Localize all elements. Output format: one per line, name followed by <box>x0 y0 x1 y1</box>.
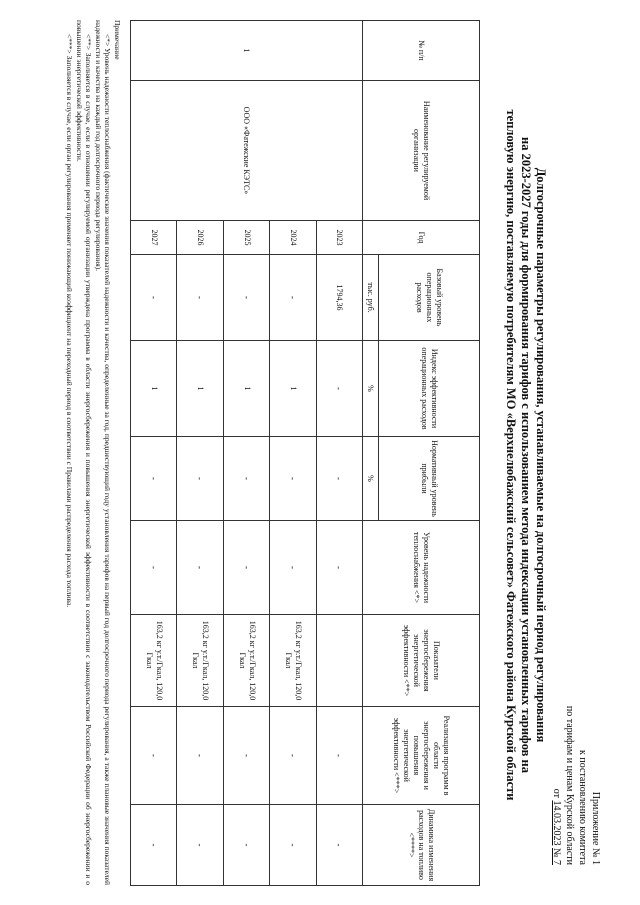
note-item: <***> Заполняется в случае, если орган регулирования применяет понижающий коэффициент на переходный период в соответствии с Правилами распределения расхода топлива. <box>65 34 75 608</box>
cell-fuel-dynamics: - <box>270 805 316 886</box>
cell-base-opex: - <box>177 255 223 341</box>
annex-number: № 7 <box>551 847 562 865</box>
cell-energy-saving: 163,2 кг у.т./Гкал, 120,0 Гкал <box>270 615 316 707</box>
unit-profit-level: % <box>363 437 379 521</box>
header-reliability: Уровень надежности теплоснабжения <*> <box>363 521 480 615</box>
cell-fuel-dynamics: - <box>131 805 177 886</box>
header-energy-saving: Показатели энергосбережения энергетической эффективности <**> <box>363 615 480 707</box>
title-line-1: Долгосрочные параметры регулирования, устанавливаемые на долгосрочный период регулирования <box>534 167 548 743</box>
notes-block <box>65 20 122 885</box>
header-org: Наименование регулируемой организации <box>363 81 480 221</box>
cell-profit-level: - <box>223 437 269 521</box>
header-programs: Реализация программ в области энергосбережения и повышения энергетической эффективности <***> <box>363 707 480 805</box>
cell-efficiency-index: 1 <box>223 341 269 437</box>
cell-profit-level: - <box>270 437 316 521</box>
cell-base-opex: - <box>223 255 269 341</box>
header-num: № п/п <box>363 21 480 81</box>
cell-num: 1 <box>131 21 363 81</box>
unit-base-opex: тыс. руб. <box>363 255 379 341</box>
cell-fuel-dynamics: - <box>223 805 269 886</box>
cell-programs: - <box>316 707 362 805</box>
cell-reliability: - <box>177 521 223 615</box>
cell-year: 2024 <box>270 221 316 255</box>
cell-profit-level: - <box>177 437 223 521</box>
header-year: Год <box>363 221 480 255</box>
cell-programs: - <box>131 707 177 805</box>
unit-efficiency-index: % <box>363 341 379 437</box>
cell-energy-saving: 163,2 кг у.т./Гкал, 120,0 Гкал <box>131 615 177 707</box>
cell-efficiency-index: 1 <box>177 341 223 437</box>
cell-year: 2023 <box>316 221 362 255</box>
annex-date-line <box>550 605 563 865</box>
annex-date: 14.03.2023 <box>551 800 562 846</box>
notes-heading: Примечание <box>113 20 122 60</box>
cell-reliability: - <box>223 521 269 615</box>
cell-reliability: - <box>131 521 177 615</box>
header-profit-level: Нормативный уровень прибыли <box>379 437 480 521</box>
annex-line-1: к постановлению комитета <box>577 750 588 865</box>
cell-programs: - <box>177 707 223 805</box>
cell-efficiency-index: 1 <box>131 341 177 437</box>
cell-energy-saving <box>316 615 362 707</box>
parameters-table <box>130 20 480 886</box>
cell-year: 2026 <box>177 221 223 255</box>
header-base-opex: Базовый уровень операционных расходов <box>379 255 480 341</box>
title-line-3: тепловую энергию, поставляемую потребителям МО «Верхнелюбажский сельсовет» Фатежского района Курской области <box>504 109 518 801</box>
cell-base-opex: - <box>270 255 316 341</box>
annex-block <box>550 605 602 865</box>
cell-profit-level: - <box>316 437 362 521</box>
table-row <box>316 21 362 886</box>
cell-efficiency-index: 1 <box>270 341 316 437</box>
cell-year: 2025 <box>223 221 269 255</box>
annex-title: Приложение № 1 <box>590 791 601 865</box>
cell-reliability: - <box>316 521 362 615</box>
cell-org: ООО «Фатежские КЭТС» <box>131 81 363 221</box>
title-line-2: на 2023-2027 годы для формирования тарифов с использованием метода индексации установленных тарифов на <box>519 137 533 773</box>
cell-energy-saving: 163,2 кг у.т./Гкал, 120,0 Гкал <box>223 615 269 707</box>
header-efficiency-index: Индекс эффективности операционных расходов <box>379 341 480 437</box>
cell-year: 2027 <box>131 221 177 255</box>
annex-line-2: по тарифам и ценам Курской области <box>564 705 575 865</box>
cell-energy-saving: 163,2 кг у.т./Гкал, 120,0 Гкал <box>177 615 223 707</box>
cell-fuel-dynamics: - <box>316 805 362 886</box>
cell-programs: - <box>223 707 269 805</box>
annex-date-prefix: от <box>551 788 562 798</box>
cell-fuel-dynamics: - <box>177 805 223 886</box>
cell-programs: - <box>270 707 316 805</box>
header-fuel-dynamics: Динамика изменения расходов на топливо <****> <box>363 805 480 886</box>
cell-base-opex: 1794,36 <box>316 255 362 341</box>
cell-profit-level: - <box>131 437 177 521</box>
note-item: <**> Заполняется в случае, если в отношении регулируемой организации утверждена программа в области энергосбережения и повышения энергетической эффективности в соответствии с законодательством Российской Федерации об энергосбережении и о повышении энергетической эффективности. <box>75 20 94 885</box>
note-item: <*> Уровень надежности теплоснабжения (фактические значения показателей надежности и качества, определенные за год, предшествующий году установления тарифов на первый год долгосрочного периода регулирования, а также плановые значения показателей надежности и качества на каждый год долгосрочного периода регулирования). <box>94 20 113 885</box>
cell-reliability: - <box>270 521 316 615</box>
cell-base-opex: - <box>131 255 177 341</box>
document-title <box>503 60 548 850</box>
cell-efficiency-index: - <box>316 341 362 437</box>
